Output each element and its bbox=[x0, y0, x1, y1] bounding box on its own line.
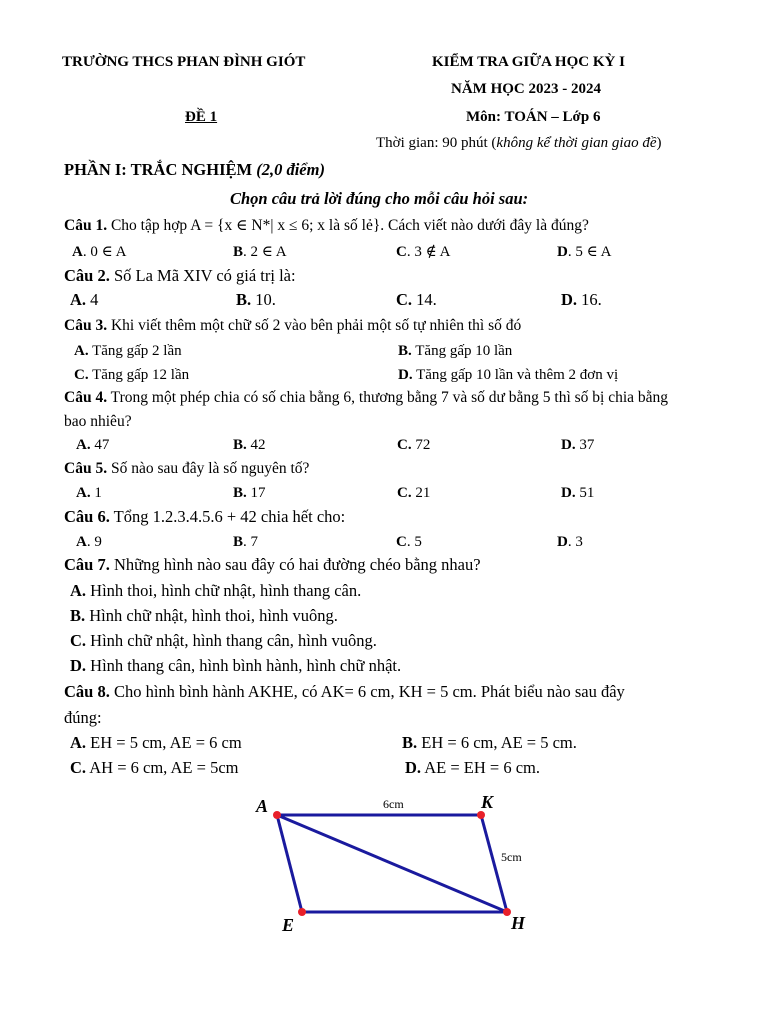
question-8: Câu 8. Cho hình bình hành AKHE, có AK= 6 cm, KH = 5 cm. Phát biểu nào sau đây bbox=[64, 682, 625, 701]
q3-option-b: B. Tăng gấp 10 lần bbox=[398, 343, 513, 359]
q4-option-a: A. 47 bbox=[76, 437, 110, 453]
exam-code: ĐỀ 1 bbox=[185, 109, 218, 125]
q7-option-d: D. Hình thang cân, hình bình hành, hình chữ nhật. bbox=[70, 656, 402, 675]
q4-option-c: C. 72 bbox=[397, 437, 431, 453]
q8-option-c: C. AH = 6 cm, AE = 5cm bbox=[70, 758, 239, 777]
q2-option-d: D. 16. bbox=[561, 290, 602, 309]
q7-option-b: B. Hình chữ nhật, hình thoi, hình vuông. bbox=[70, 606, 338, 625]
q4-option-d: D. 37 bbox=[561, 437, 595, 453]
q8-option-a: A. EH = 5 cm, AE = 6 cm bbox=[70, 733, 242, 752]
q3-option-d: D. Tăng gấp 10 lần và thêm 2 đơn vị bbox=[398, 367, 619, 383]
point-k bbox=[477, 811, 485, 819]
point-h bbox=[503, 908, 511, 916]
q6-option-d: D. 3 bbox=[557, 534, 583, 550]
q7-option-a: A. Hình thoi, hình chữ nhật, hình thang cân. bbox=[70, 581, 362, 600]
section-title: PHẦN I: TRẮC NGHIỆM (2,0 điểm) bbox=[64, 160, 325, 179]
label-vertex-h: H bbox=[511, 913, 526, 933]
q5-option-b: B. 17 bbox=[233, 485, 266, 501]
point-e bbox=[298, 908, 306, 916]
question-6: Câu 6. Tổng 1.2.3.4.5.6 + 42 chia hết cho: bbox=[64, 507, 346, 526]
q7-option-c: C. Hình chữ nhật, hình thang cân, hình vuông. bbox=[70, 631, 377, 650]
label-vertex-a: A bbox=[256, 796, 269, 816]
q6-option-c: C. 5 bbox=[396, 534, 422, 550]
question-4-cont: bao nhiêu? bbox=[64, 413, 132, 430]
label-length-kh: 5cm bbox=[501, 850, 522, 864]
q1-option-a: A. 0 ∈ A bbox=[72, 244, 127, 260]
school-year: NĂM HỌC 2023 - 2024 bbox=[451, 81, 601, 97]
q5-option-a: A. 1 bbox=[76, 485, 102, 501]
q5-option-d: D. 51 bbox=[561, 485, 595, 501]
q3-option-a: A. Tăng gấp 2 lần bbox=[74, 343, 182, 359]
question-5: Câu 5. Số nào sau đây là số nguyên tố? bbox=[64, 460, 310, 477]
q3-option-c: C. Tăng gấp 12 lần bbox=[74, 367, 190, 383]
q4-option-b: B. 42 bbox=[233, 437, 266, 453]
q1-option-b: B. 2 ∈ A bbox=[233, 244, 287, 260]
exam-time: Thời gian: 90 phút (không kể thời gian giao đề) bbox=[376, 135, 662, 151]
q2-option-c: C. 14. bbox=[396, 290, 437, 309]
q2-option-b: B. 10. bbox=[236, 290, 276, 309]
question-1: Câu 1. Cho tập hợp A = {x ∈ N*| x ≤ 6; x là số lẻ}. Cách viết nào dưới đây là đúng? bbox=[64, 217, 589, 234]
q2-option-a: A. 4 bbox=[70, 290, 99, 309]
q6-option-b: B. 7 bbox=[233, 534, 259, 550]
label-vertex-e: E bbox=[282, 915, 295, 935]
q8-option-b: B. EH = 6 cm, AE = 5 cm. bbox=[402, 733, 577, 752]
school-name: TRƯỜNG THCS PHAN ĐÌNH GIÓT bbox=[62, 54, 306, 70]
q1-option-d: D. 5 ∈ A bbox=[557, 244, 612, 260]
question-8-cont: đúng: bbox=[64, 708, 102, 727]
q8-option-d: D. AE = EH = 6 cm. bbox=[405, 758, 541, 777]
point-a bbox=[273, 811, 281, 819]
q6-option-a: A. 9 bbox=[76, 534, 102, 550]
question-2: Câu 2. Số La Mã XIV có giá trị là: bbox=[64, 266, 296, 285]
question-4: Câu 4. Trong một phép chia có số chia bằng 6, thương bằng 7 và số dư bằng 5 thì số bị chia bằng bbox=[64, 389, 669, 406]
question-3: Câu 3. Khi viết thêm một chữ số 2 vào bên phải một số tự nhiên thì số đó bbox=[64, 317, 522, 334]
question-7: Câu 7. Những hình nào sau đây có hai đường chéo bằng nhau? bbox=[64, 555, 481, 574]
subject: Môn: TOÁN – Lớp 6 bbox=[466, 109, 601, 125]
q1-option-c: C. 3 ∉ A bbox=[396, 244, 451, 260]
q5-option-c: C. 21 bbox=[397, 485, 431, 501]
exam-title: KIỂM TRA GIỮA HỌC KỲ I bbox=[432, 54, 625, 70]
section-instruction: Chọn câu trả lời đúng cho mỗi câu hỏi sau: bbox=[230, 189, 529, 208]
label-length-ak: 6cm bbox=[383, 797, 404, 811]
label-vertex-k: K bbox=[481, 792, 494, 812]
